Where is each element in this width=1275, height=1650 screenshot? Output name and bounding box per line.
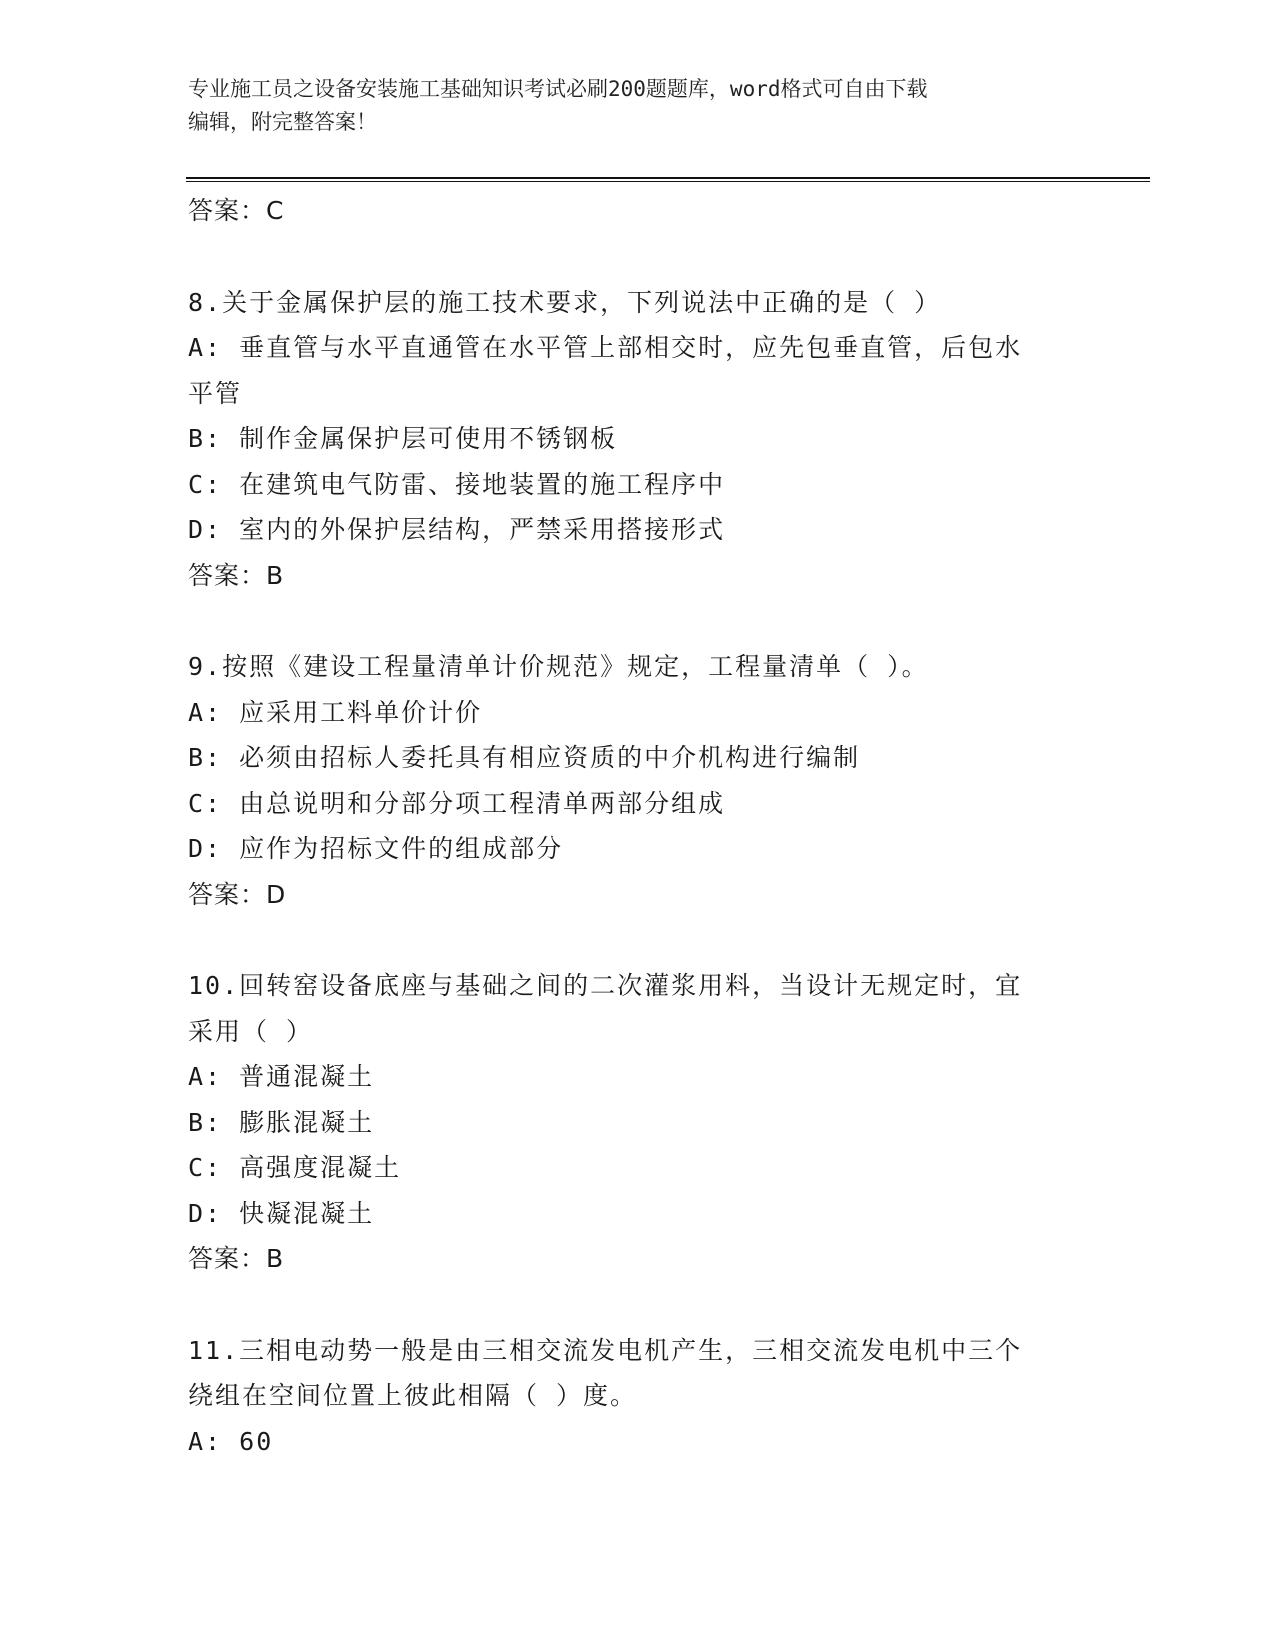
header-title-line2: 编辑，附完整答案！ (188, 110, 377, 134)
question-9 (188, 644, 1088, 917)
document-header (188, 73, 1078, 139)
question-stem: 9.按照《建设工程量清单计价规范》规定，工程量清单（ ）。 (188, 652, 929, 681)
option-d: D: 快凝混凝土 (188, 1198, 375, 1228)
question-stem: 10.回转窑设备底座与基础之间的二次灌浆用料，当设计无规定时，宜 (188, 971, 1023, 1000)
answer: 答案：D (188, 879, 287, 909)
header-divider-thin (186, 181, 1150, 182)
option-c: C: 高强度混凝土 (188, 1153, 402, 1182)
answer: 答案：B (188, 1244, 285, 1273)
previous-answer: 答案：C (188, 196, 285, 225)
question-stem-continued: 采用（ ） (188, 1016, 314, 1046)
question-11 (188, 1328, 1088, 1465)
option-b: B: 必须由招标人委托具有相应资质的中介机构进行编制 (188, 743, 861, 772)
header-title-line1: 专业施工员之设备安装施工基础知识考试必刷200题题库，word格式可自由下载 (188, 77, 928, 101)
option-c: C: 由总说明和分部分项工程清单两部分组成 (188, 788, 726, 818)
question-stem-continued: 绕组在空间位置上彼此相隔（ ）度。 (188, 1381, 638, 1410)
question-10 (188, 963, 1088, 1282)
answer: 答案：B (188, 560, 285, 590)
header-divider-thick (186, 177, 1150, 179)
question-stem: 11.三相电动势一般是由三相交流发电机产生，三相交流发电机中三个 (188, 1335, 1023, 1365)
question-8 (188, 280, 1088, 599)
question-stem: 8.关于金属保护层的施工技术要求，下列说法中正确的是（ ） (188, 287, 942, 317)
question-list (188, 188, 1088, 1464)
option-c: C: 在建筑电气防雷、接地装置的施工程序中 (188, 469, 726, 499)
option-b: B: 制作金属保护层可使用不锈钢板 (188, 424, 618, 453)
option-b: B: 膨胀混凝土 (188, 1107, 375, 1137)
option-a: A: 60 (188, 1426, 274, 1456)
option-a: A: 垂直管与水平直通管在水平管上部相交时，应先包垂直管，后包水 (188, 333, 1023, 362)
option-d: D: 应作为招标文件的组成部分 (188, 834, 564, 863)
option-a: A: 应采用工料单价计价 (188, 697, 483, 727)
option-a: A: 普通混凝土 (188, 1062, 375, 1091)
option-d: D: 室内的外保护层结构，严禁采用搭接形式 (188, 515, 726, 544)
option-a-continued: 平管 (188, 378, 243, 408)
